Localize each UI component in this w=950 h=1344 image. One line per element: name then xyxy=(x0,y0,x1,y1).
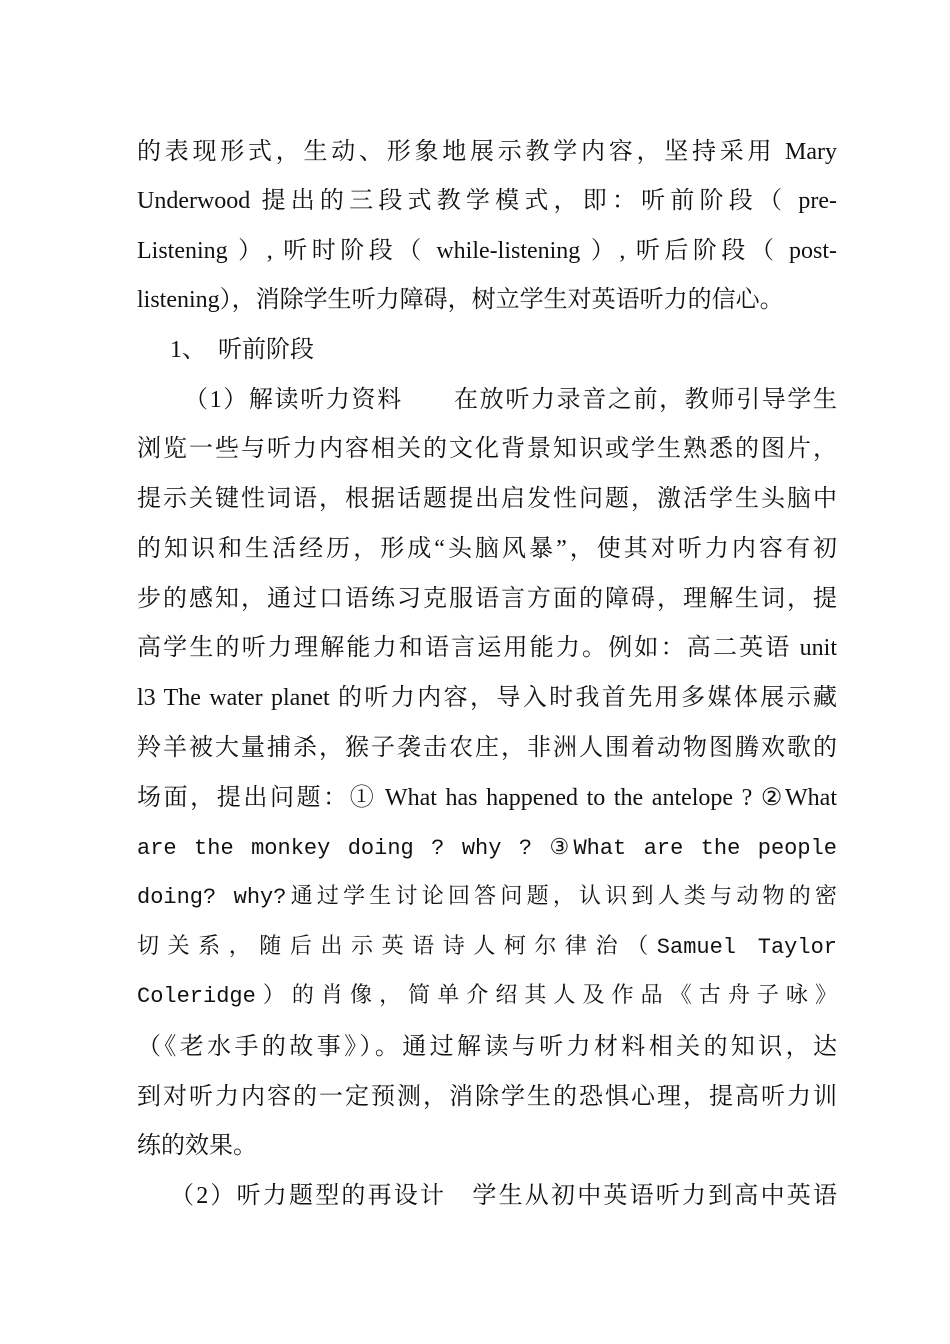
paragraph-line: （1）解读听力资料 在放听力录音之前，教师引导学生 xyxy=(184,387,837,413)
paragraph-line: 羚羊被大量捕杀，猴子袭击农庄，非洲人围着动物图腾欢歌的 xyxy=(137,735,837,761)
paragraph-line: 步的感知，通过口语练习克服语言方面的障碍，理解生词，提 xyxy=(137,586,837,612)
paragraph-line: l3 The water planet 的听力内容，导入时我首先用多媒体展示藏 xyxy=(137,685,837,711)
paragraph-line: 场面，提出问题：① What has happened to the antelope ? ②What xyxy=(137,785,837,811)
paragraph-line: 的知识和生活经历，形成“头脑风暴”，使其对听力内容有初 xyxy=(137,536,837,562)
paragraph-line: are the monkey doing ? why ? ③What are the people xyxy=(137,836,837,861)
paragraph-line: 的表现形式，生动、形象地展示教学内容，坚持采用 Mary xyxy=(137,139,837,165)
paragraph-line: 高学生的听力理解能力和语言运用能力。例如：高二英语 unit xyxy=(137,635,837,661)
section-heading: 1、 听前阶段 xyxy=(170,337,314,363)
paragraph-line: Listening ）, 听时阶段（ while-listening ）, 听后阶段（ post- xyxy=(137,238,837,264)
paragraph-line: Coleridge）的肖像，简单介绍其人及作品《古舟子咏》 xyxy=(137,984,837,1009)
paragraph-line: 浏览一些与听力内容相关的文化背景知识或学生熟悉的图片， xyxy=(137,436,837,462)
paragraph-line: 练的效果。 xyxy=(137,1133,257,1159)
paragraph-line: （2）听力题型的再设计 学生从初中英语听力到高中英语 xyxy=(170,1183,837,1209)
paragraph-line: 切关系，随后出示英语诗人柯尔律治（Samuel Taylor xyxy=(137,935,837,960)
paragraph-line: 到对听力内容的一定预测，消除学生的恐惧心理，提高听力训 xyxy=(137,1084,837,1110)
paragraph-line: 提示关键性词语，根据话题提出启发性问题，激活学生头脑中 xyxy=(137,486,837,512)
paragraph-line: Underwood 提出的三段式教学模式，即：听前阶段（ pre- xyxy=(137,188,837,214)
paragraph-line: doing? why?通过学生讨论回答问题，认识到人类与动物的密 xyxy=(137,885,837,910)
paragraph-line: listening），消除学生听力障碍，树立学生对英语听力的信心。 xyxy=(137,287,784,313)
paragraph-line: （《老水手的故事》）。通过解读与听力材料相关的知识，达 xyxy=(137,1034,837,1060)
